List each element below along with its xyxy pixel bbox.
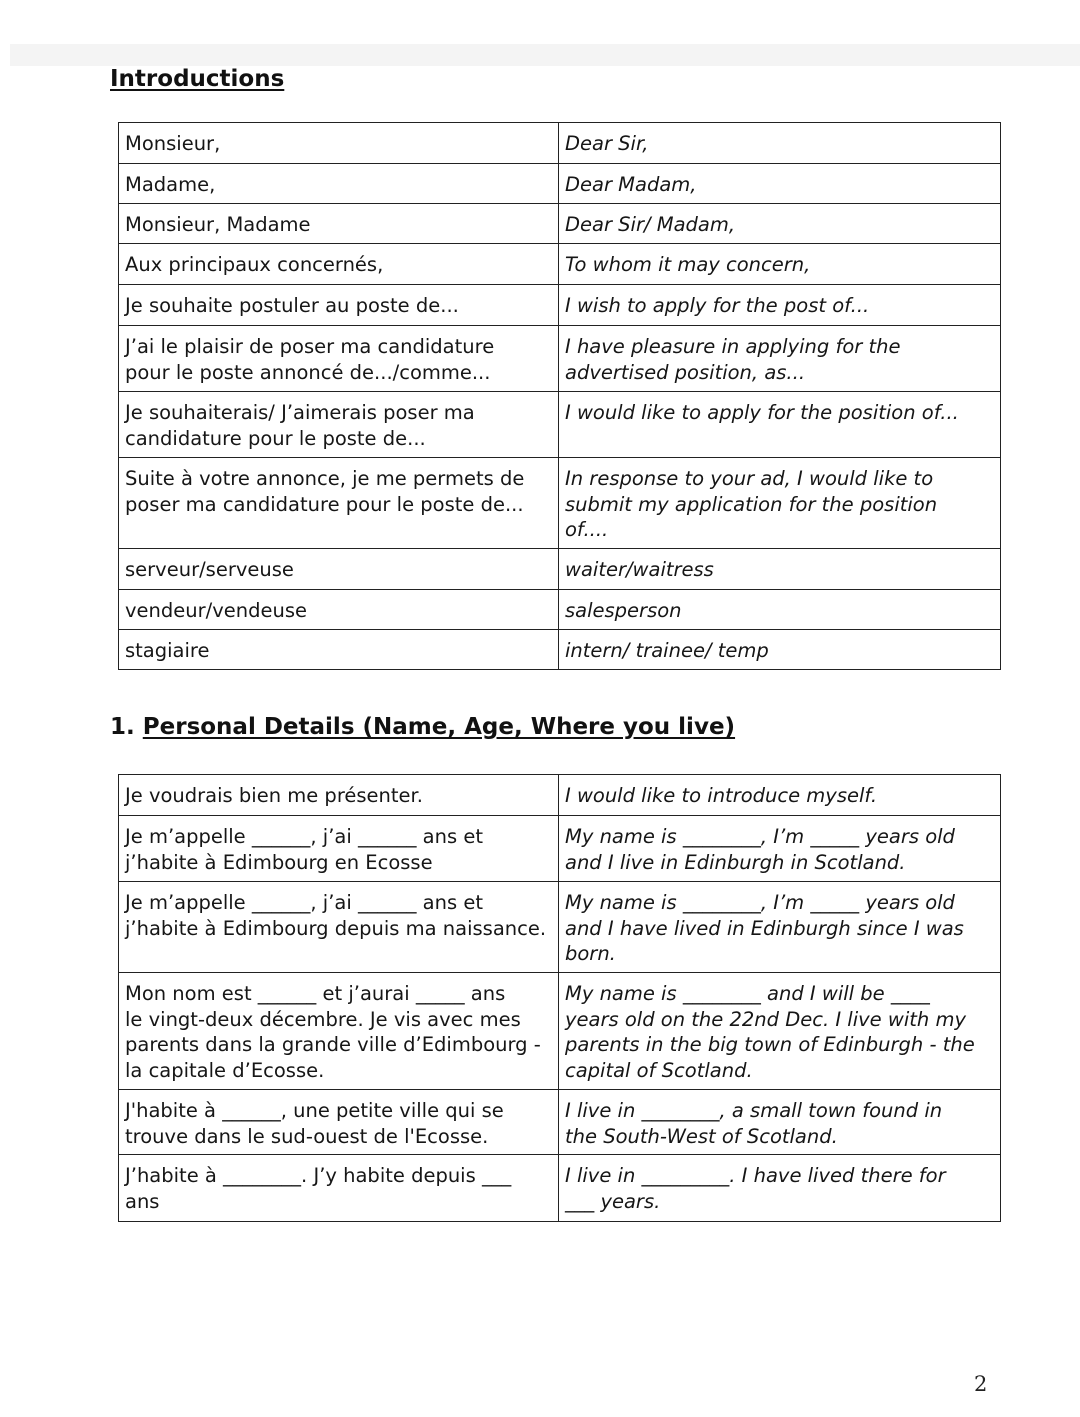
french-phrase: stagiaire — [125, 639, 210, 662]
table-row — [119, 590, 1001, 630]
english-cell — [559, 326, 1001, 392]
french-phrase: Monsieur, — [125, 132, 221, 155]
french-cell — [119, 326, 559, 392]
french-phrase: Monsieur, Madame — [125, 213, 311, 236]
table-row — [119, 973, 1001, 1090]
english-phrase: salesperson — [565, 599, 682, 622]
english-phrase: I would like to apply for the position of... — [565, 401, 959, 424]
table-row — [119, 1090, 1001, 1155]
english-cell — [559, 164, 1001, 204]
french-cell — [119, 630, 559, 670]
french-phrase: Suite à votre annonce, je me permets de poser ma candidature pour le poste de... — [125, 467, 525, 516]
introductions-table-body — [119, 123, 1001, 670]
table-row — [119, 164, 1001, 204]
table-row — [119, 123, 1001, 164]
english-phrase: To whom it may concern, — [565, 253, 811, 276]
french-cell — [119, 816, 559, 882]
english-phrase: My name is ________, I’m _____ years old and I have lived in Edinburgh since I was born. — [565, 891, 964, 966]
french-cell — [119, 1090, 559, 1155]
table-row — [119, 326, 1001, 392]
table-row — [119, 549, 1001, 590]
english-cell — [559, 458, 1001, 549]
english-cell — [559, 1090, 1001, 1155]
english-cell — [559, 549, 1001, 590]
english-phrase: intern/ trainee/ temp — [565, 639, 769, 662]
table-row — [119, 882, 1001, 973]
table-row — [119, 392, 1001, 458]
table-row — [119, 630, 1001, 670]
personal-details-heading — [110, 714, 735, 740]
introductions-title: Introductions — [110, 66, 285, 92]
english-cell — [559, 973, 1001, 1090]
english-phrase: I wish to apply for the post of... — [565, 294, 870, 317]
introductions-heading — [110, 66, 284, 92]
french-phrase: Mon nom est ______ et j’aurai _____ ans le vingt-deux décembre. Je vis avec mes parents dans la grande ville d’Edimbourg - la capitale d’Ecosse. — [125, 982, 541, 1082]
english-phrase: My name is ________, I’m _____ years old and I live in Edinburgh in Scotland. — [565, 825, 955, 874]
french-phrase: Je souhaiterais/ J’aimerais poser ma candidature pour le poste de... — [125, 401, 475, 450]
french-cell — [119, 549, 559, 590]
french-phrase: Je voudrais bien me présenter. — [125, 784, 423, 807]
french-cell — [119, 458, 559, 549]
french-cell — [119, 882, 559, 973]
personal-details-table-body — [119, 775, 1001, 1222]
english-cell — [559, 244, 1001, 285]
french-cell — [119, 590, 559, 630]
english-cell — [559, 285, 1001, 326]
french-phrase: J'habite à ______, une petite ville qui se trouve dans le sud-ouest de l'Ecosse. — [125, 1099, 504, 1148]
personal-details-title: Personal Details (Name, Age, Where you live) — [142, 714, 736, 740]
english-phrase: Dear Madam, — [565, 173, 697, 196]
english-cell — [559, 816, 1001, 882]
french-cell — [119, 973, 559, 1090]
table-row — [119, 204, 1001, 244]
french-cell — [119, 285, 559, 326]
french-phrase: Je m’appelle ______, j’ai ______ ans et j’habite à Edimbourg depuis ma naissance. — [125, 891, 547, 940]
french-cell — [119, 204, 559, 244]
french-phrase: vendeur/vendeuse — [125, 599, 308, 622]
english-cell — [559, 630, 1001, 670]
english-cell — [559, 882, 1001, 973]
french-phrase: Madame, — [125, 173, 216, 196]
english-cell — [559, 204, 1001, 244]
french-cell — [119, 123, 559, 164]
french-cell — [119, 164, 559, 204]
french-phrase: Je m’appelle ______, j’ai ______ ans et j’habite à Edimbourg en Ecosse — [125, 825, 483, 874]
french-phrase: J’ai le plaisir de poser ma candidature pour le poste annoncé de.../comme... — [125, 335, 495, 384]
english-phrase: I live in _________. I have lived there for ___ years. — [565, 1164, 946, 1213]
table-row — [119, 775, 1001, 816]
english-cell — [559, 392, 1001, 458]
french-cell — [119, 775, 559, 816]
top-band — [10, 44, 1080, 66]
french-phrase: Je souhaite postuler au poste de... — [125, 294, 459, 317]
table-row — [119, 458, 1001, 549]
english-phrase: In response to your ad, I would like to submit my application for the position of.... — [565, 467, 938, 542]
english-phrase: I would like to introduce myself. — [565, 784, 878, 807]
english-cell — [559, 123, 1001, 164]
section-number: 1. — [110, 714, 135, 740]
english-phrase: waiter/waitress — [565, 558, 714, 581]
table-row — [119, 1155, 1001, 1222]
french-phrase: Aux principaux concernés, — [125, 253, 384, 276]
personal-details-table — [118, 774, 1001, 1222]
english-cell — [559, 775, 1001, 816]
english-phrase: Dear Sir, — [565, 132, 649, 155]
english-phrase: I have pleasure in applying for the advertised position, as... — [565, 335, 901, 384]
french-phrase: J’habite à ________. J’y habite depuis ___ ans — [125, 1164, 512, 1213]
page-number: 2 — [974, 1372, 988, 1396]
introductions-table — [118, 122, 1001, 670]
french-cell — [119, 1155, 559, 1222]
table-row — [119, 285, 1001, 326]
english-phrase: Dear Sir/ Madam, — [565, 213, 736, 236]
english-phrase: I live in ________, a small town found in the South-West of Scotland. — [565, 1099, 943, 1148]
table-row — [119, 816, 1001, 882]
french-cell — [119, 392, 559, 458]
english-cell — [559, 590, 1001, 630]
english-cell — [559, 1155, 1001, 1222]
english-phrase: My name is ________ and I will be ____ years old on the 22nd Dec. I live with my parents in the big town of Edinburgh - the capital of Scotland. — [565, 982, 975, 1082]
table-row — [119, 244, 1001, 285]
french-cell — [119, 244, 559, 285]
french-phrase: serveur/serveuse — [125, 558, 294, 581]
